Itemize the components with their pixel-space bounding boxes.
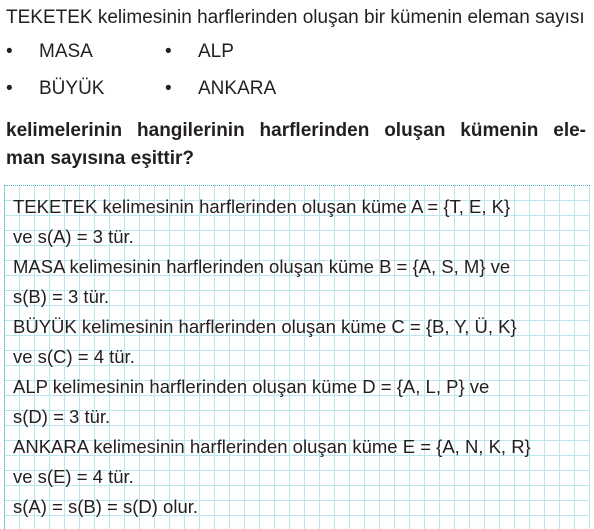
option-label: ALP — [198, 41, 234, 62]
solution-line: s(A) = s(B) = s(D) olur. — [13, 496, 199, 517]
solution-line: ve s(C) = 4 tür. — [13, 346, 135, 367]
option-label: BÜYÜK — [39, 78, 105, 99]
option-label: MASA — [39, 41, 93, 62]
bullet-icon: • — [165, 78, 172, 99]
solution-line: s(B) = 3 tür. — [13, 286, 110, 307]
solution-line: ve s(E) = 4 tür. — [13, 466, 134, 487]
solution-line: s(D) = 3 tür. — [13, 406, 111, 427]
solution-line: BÜYÜK kelimesinin harflerinden oluşan küme C = {B, Y, Ü, K} — [13, 316, 517, 337]
solution-line: ALP kelimesinin harflerinden oluşan küme D = {A, L, P} ve — [13, 376, 490, 397]
stem-line-1: kelimelerinin hangilerinin harflerinden oluşan kümenin ele- — [6, 120, 586, 141]
solution-line: ANKARA kelimesinin harflerinden oluşan küme E = {A, N, K, R} — [13, 436, 531, 457]
question-stem — [6, 117, 586, 173]
bullet-icon: • — [165, 41, 172, 62]
solution-line: ve s(A) = 3 tür. — [13, 226, 134, 247]
solution-line: TEKETEK kelimesinin harflerinden oluşan küme A = {T, E, K} — [13, 196, 511, 217]
stem-line-2: man sayısına eşittir? — [6, 148, 194, 169]
solution-box — [4, 185, 590, 529]
question-intro: TEKETEK kelimesinin harflerinden oluşan bir kümenin eleman sayısı — [6, 7, 585, 28]
bullet-icon: • — [6, 41, 13, 62]
solution-line: MASA kelimesinin harflerinden oluşan küme B = {A, S, M} ve — [13, 256, 511, 277]
option-label: ANKARA — [198, 78, 277, 99]
bullet-icon: • — [6, 78, 13, 99]
